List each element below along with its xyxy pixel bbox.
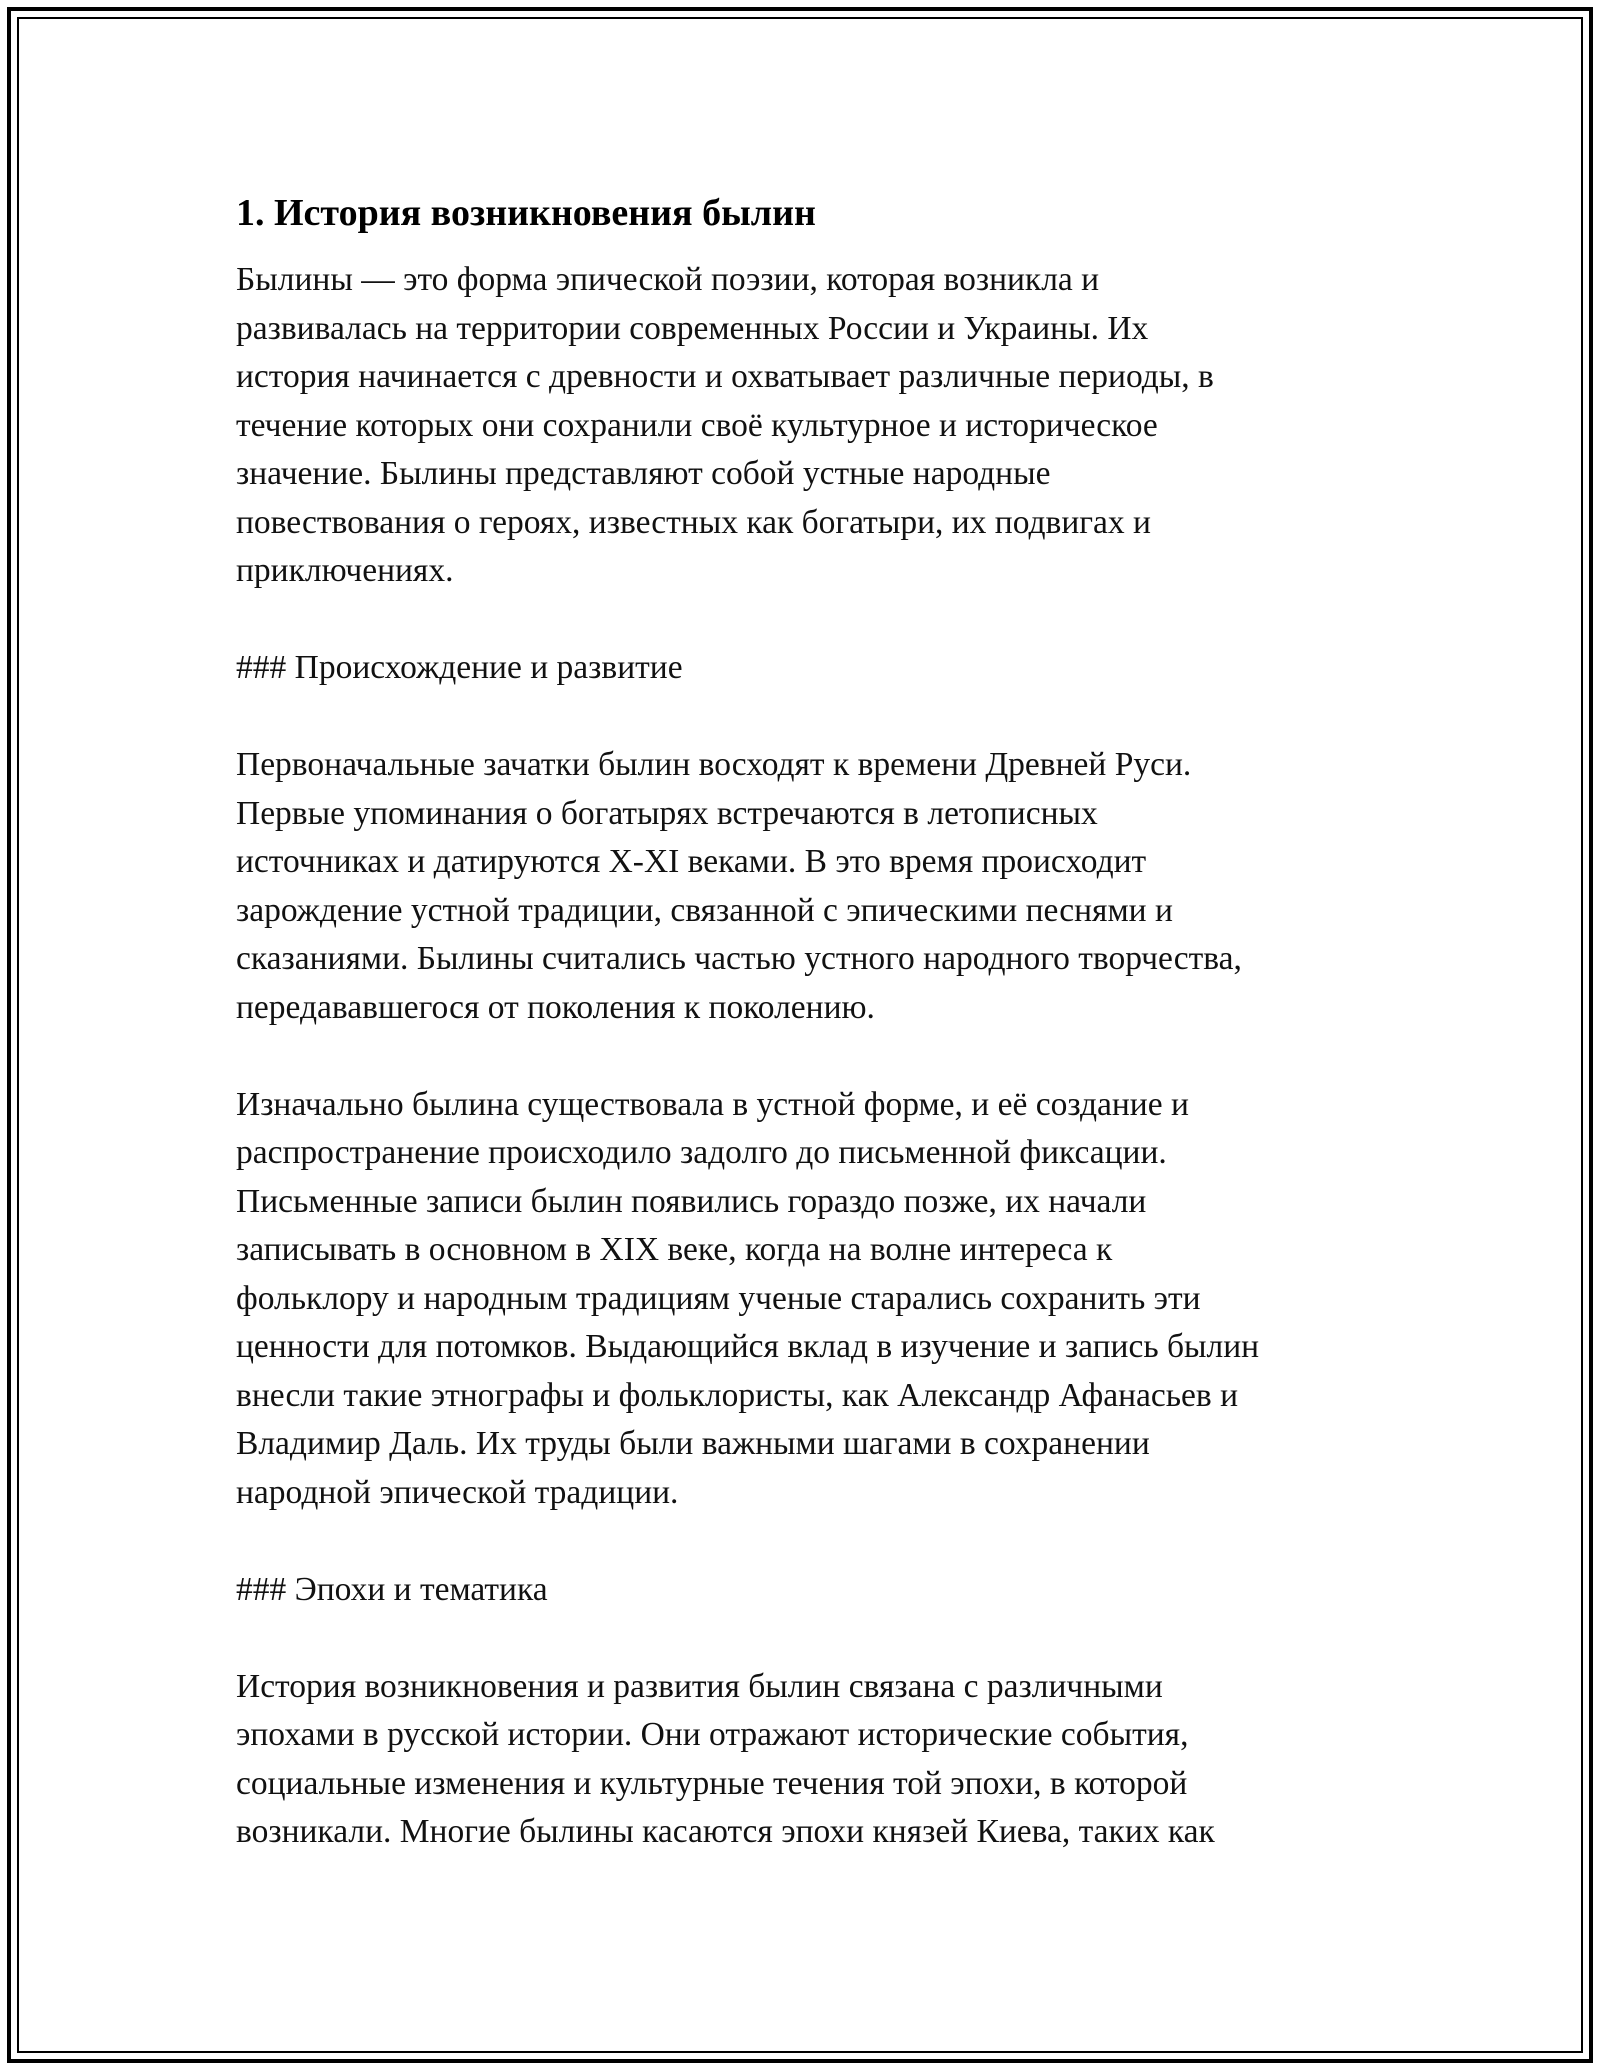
document-title: 1. История возникновения былин (236, 192, 816, 234)
subheading-origin: ### Происхождение и развитие (236, 649, 683, 686)
intro-paragraph: Былины — это форма эпической поэзии, которая возникла и развивалась на территории современных России и Украины. Их история начинается с древности и охватывает различные периоды, в течение которых они сохранили своё культурное и историческое значение. Былины представляют собой устные народные повествования о героях, известных как богатыри, их подвигах и приключениях. (236, 261, 1214, 589)
subheading-epochs: ### Эпохи и тематика (236, 1570, 548, 1608)
document-body (236, 186, 1366, 1905)
epochs-paragraph: История возникновения и развития былин связана с различными эпохами в русской истории. Они отражают исторические события, социальные изменения и культурные течения той эпохи, в которой возникали. Многие былины касаются эпохи князей Киева, таких как (236, 1667, 1215, 1850)
origin-paragraph: Первоначальные зачатки былин восходят к времени Древней Руси. Первые упоминания о богатырях встречаются в летописных источниках и датируются X-XI веками. В это время происходит зарождение устной традиции, связанной с эпическими песнями и сказаниями. Былины считались частью устного народного творчества, передававшегося от поколения к поколению. (236, 746, 1242, 1026)
oral-tradition-paragraph: Изначально былина существовала в устной форме, и её создание и распространение происходило задолго до письменной фиксации. Письменные записи былин появились гораздо позже, их начали записывать в основном в XIX веке, когда на волне интереса к фольклору и народным традициям ученые старались сохранить эти ценности для потомков. Выдающийся вклад в изучение и запись былин внесли такие этнографы и фольклористы, как Александр Афанасьев и Владимир Даль. Их труды были важными шагами в сохранении народной эпической традиции. (236, 1085, 1260, 1511)
